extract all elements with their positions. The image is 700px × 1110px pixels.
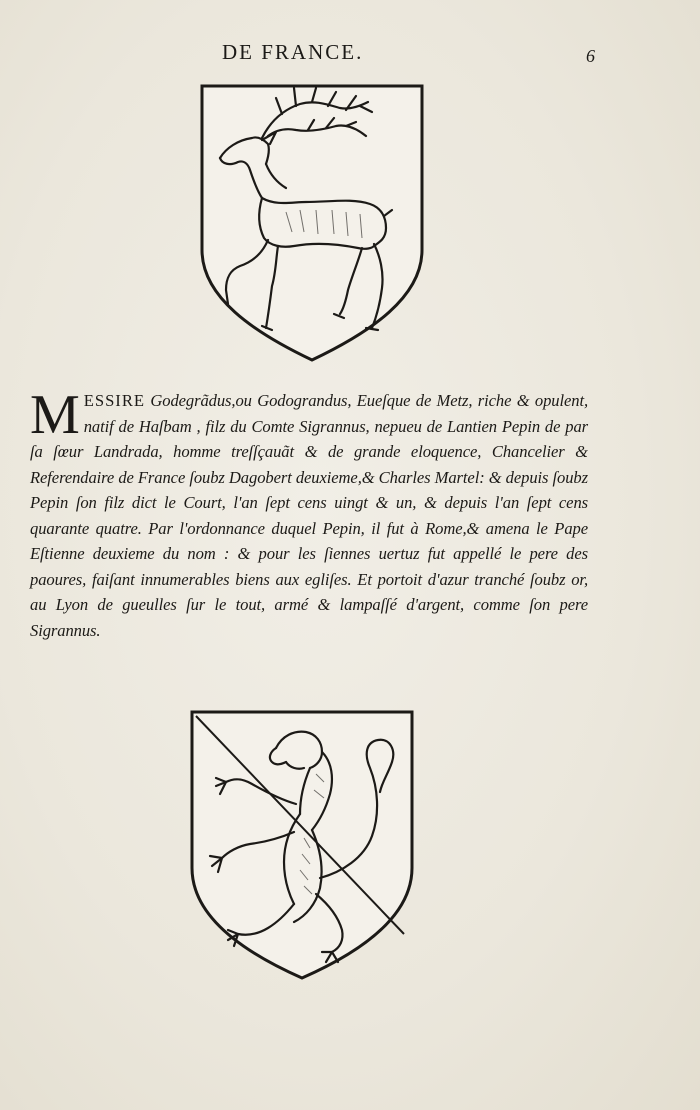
running-head: DE FRANCE. [222,40,364,64]
stag-shield-icon [196,82,428,364]
lion-shield-icon [186,708,418,982]
article-body [30,384,588,643]
lead-word: ESSIRE [83,391,146,410]
drop-cap: M [30,384,80,446]
page-number: 6 [586,46,595,66]
article-text: Godegrãdus,ou Godograndus, Eueſque de Metz, riche & opulent, natif de Haſbam , filz du Comte Sigrannus, nepueu de Lantien Pepin de par ſa ſœur Landrada, homme treſſçauãt & de grande eloquence, Chancelier & Referendaire de France ſoubz Dagobert deuxieme,& Charles Martel: & depuis ſoubz Pepin ſon filz dict le Court, l'an ſept cens uingt & un, & depuis l'an ſept cens quarante quatre. Par l'ordonnance duquel Pepin, il fut à Rome,& amena le Pape Eſtienne deuxieme du nom : & pour les ſiennes uertuz fut appellé le pere des paoures, faiſant innumerables biens aux egliſes. Et portoit d'azur tranché ſoubz or, au Lyon de gueulles ſur le tout, armé & lampaſſé d'argent, comme ſon pere Sigrannus. [30,391,588,640]
